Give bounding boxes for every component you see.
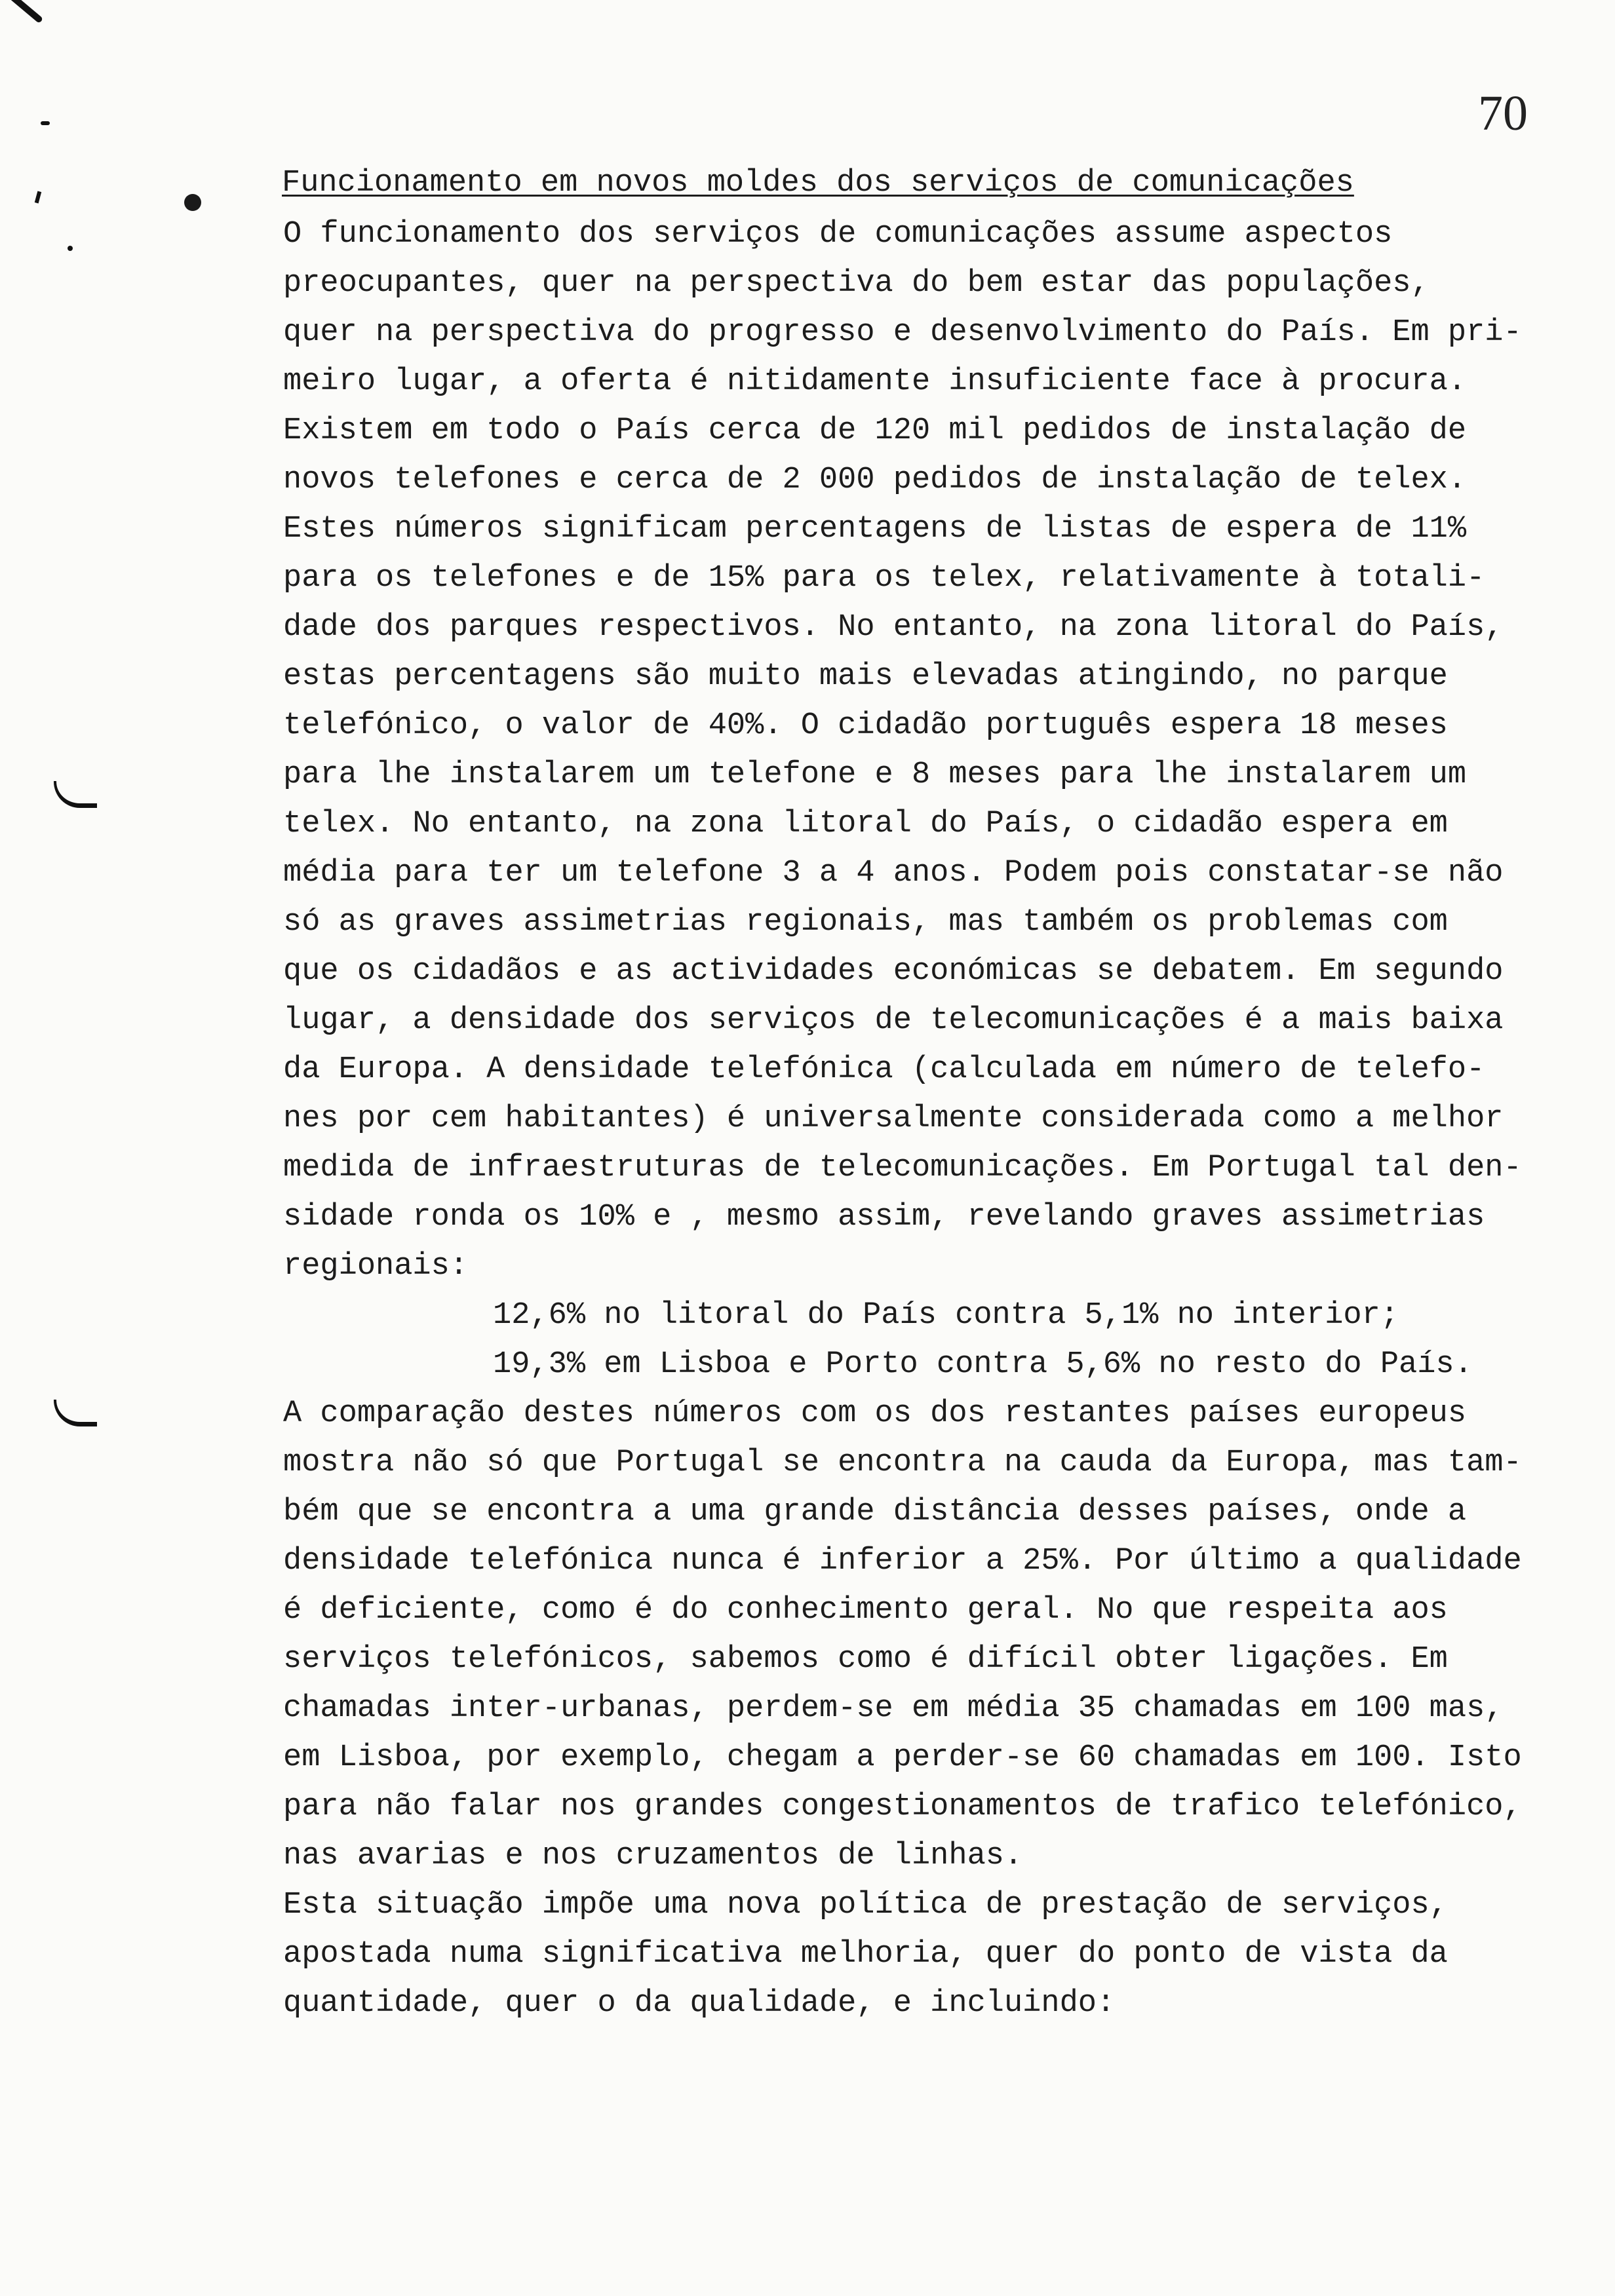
- text-line: mostra não só que Portugal se encontra na cauda da Europa, mas tam-: [283, 1445, 1522, 1480]
- text-line: para não falar nos grandes congestionamentos de trafico telefónico,: [283, 1789, 1522, 1824]
- text-line: para lhe instalarem um telefone e 8 meses para lhe instalarem um: [283, 757, 1467, 792]
- text-line: serviços telefónicos, sabemos como é difícil obter ligações. Em: [283, 1642, 1448, 1677]
- text-line: medida de infraestruturas de telecomunicações. Em Portugal tal den-: [283, 1151, 1522, 1185]
- body-text: [283, 210, 1607, 2028]
- section-title: Funcionamento em novos moldes dos serviços de comunicações: [282, 166, 1354, 201]
- text-line: quer na perspectiva do progresso e desenvolvimento do País. Em pri-: [283, 315, 1522, 350]
- text-line: preocupantes, quer na perspectiva do bem estar das populações,: [283, 266, 1430, 301]
- scan-mark: [9, 0, 43, 24]
- text-line: que os cidadãos e as actividades económicas se debatem. Em segundo: [283, 954, 1504, 989]
- text-line: média para ter um telefone 3 a 4 anos. Podem pois constatar-se não: [283, 856, 1504, 890]
- margin-bracket-mark: [54, 1400, 97, 1426]
- text-line: Esta situação impõe uma nova política de prestação de serviços,: [283, 1888, 1448, 1923]
- scan-mark: [68, 246, 73, 251]
- text-line: regionais:: [283, 1249, 469, 1284]
- text-line: O funcionamento dos serviços de comunicações assume aspectos: [283, 217, 1393, 252]
- scan-mark: [35, 191, 41, 204]
- indented-line: 12,6% no litoral do País contra 5,1% no interior;: [493, 1298, 1399, 1333]
- text-line: nas avarias e nos cruzamentos de linhas.: [283, 1839, 1023, 1873]
- text-line: em Lisboa, por exemplo, chegam a perder-se 60 chamadas em 100. Isto: [283, 1740, 1522, 1775]
- text-line: lugar, a densidade dos serviços de telecomunicações é a mais baixa: [283, 1003, 1504, 1038]
- text-line: novos telefones e cerca de 2 000 pedidos de instalação de telex.: [283, 463, 1467, 497]
- text-line: nes por cem habitantes) é universalmente considerada como a melhor: [283, 1101, 1504, 1136]
- text-line: quantidade, quer o da qualidade, e incluindo:: [283, 1986, 1116, 2021]
- page-number: 70: [1478, 86, 1528, 141]
- text-line: densidade telefónica nunca é inferior a 25%. Por último a qualidade: [283, 1544, 1522, 1578]
- text-line: só as graves assimetrias regionais, mas também os problemas com: [283, 905, 1448, 940]
- text-line: Existem em todo o País cerca de 120 mil pedidos de instalação de: [283, 413, 1467, 448]
- text-line: sidade ronda os 10% e , mesmo assim, revelando graves assimetrias: [283, 1200, 1485, 1234]
- margin-bracket-mark: [54, 781, 97, 808]
- text-line: chamadas inter-urbanas, perdem-se em média 35 chamadas em 100 mas,: [283, 1691, 1504, 1726]
- text-line: apostada numa significativa melhoria, quer do ponto de vista da: [283, 1937, 1448, 1972]
- text-line: A comparação destes números com os dos restantes países europeus: [283, 1396, 1467, 1431]
- text-line: bém que se encontra a uma grande distância desses países, onde a: [283, 1495, 1467, 1529]
- text-line: Estes números significam percentagens de listas de espera de 11%: [283, 512, 1467, 546]
- text-line: telefónico, o valor de 40%. O cidadão português espera 18 meses: [283, 708, 1448, 743]
- text-line: telex. No entanto, na zona litoral do País, o cidadão espera em: [283, 807, 1448, 841]
- text-line: para os telefones e de 15% para os telex, relativamente à totali-: [283, 561, 1485, 596]
- indented-line: 19,3% em Lisboa e Porto contra 5,6% no resto do País.: [493, 1347, 1473, 1382]
- text-line: estas percentagens são muito mais elevadas atingindo, no parque: [283, 659, 1448, 694]
- bullet-icon: [184, 194, 201, 211]
- text-line: meiro lugar, a oferta é nitidamente insuficiente face à procura.: [283, 364, 1467, 399]
- text-line: da Europa. A densidade telefónica (calculada em número de telefo-: [283, 1052, 1485, 1087]
- text-line: dade dos parques respectivos. No entanto, na zona litoral do País,: [283, 610, 1504, 645]
- text-line: é deficiente, como é do conhecimento geral. No que respeita aos: [283, 1593, 1448, 1628]
- scan-mark: [41, 121, 50, 125]
